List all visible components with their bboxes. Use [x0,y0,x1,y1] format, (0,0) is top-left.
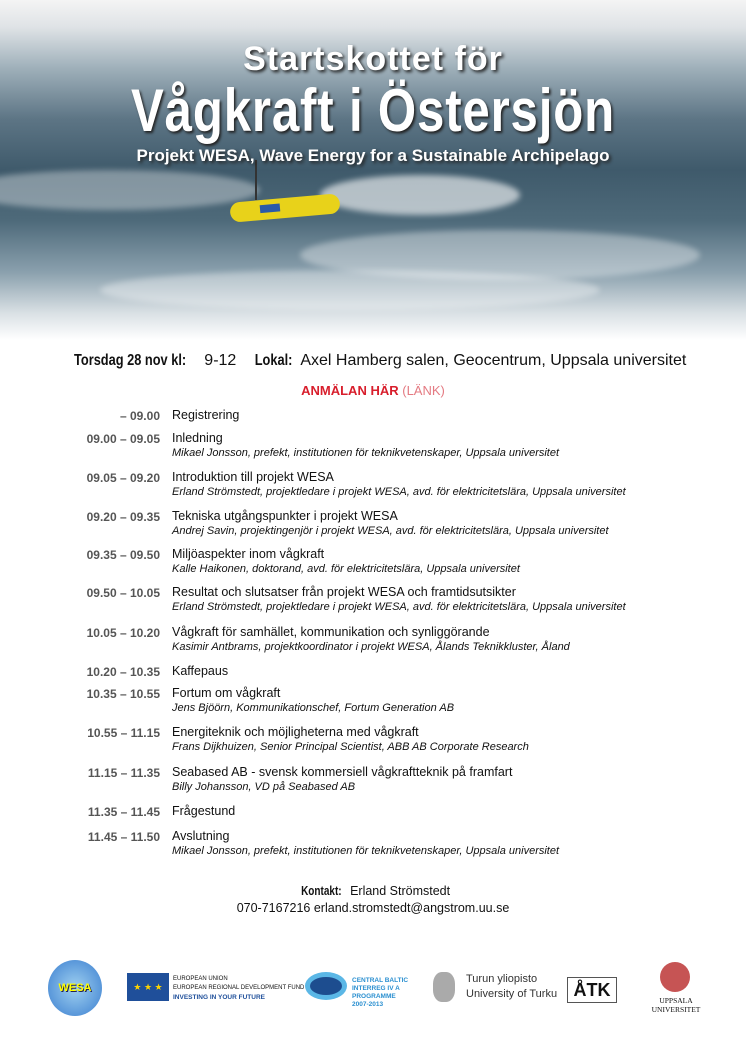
central-baltic-text: CENTRAL BALTIC INTERREG IV A PROGRAMME 2007-2013 [352,977,409,1008]
eu-flag-icon: ★ ★ ★ [127,973,169,1001]
schedule-time: 10.05 – 10.20 [86,626,160,640]
date-label: Torsdag 28 nov kl: [73,352,186,369]
register-link[interactable] [0,383,746,398]
buoy-mast [255,160,257,200]
uppsala-text: UPPSALA UNIVERSITET [651,996,701,1014]
schedule-time: 09.20 – 09.35 [86,510,160,524]
schedule-title: Frågestund [172,804,236,818]
schedule-title: Introduktion till projekt WESA [172,470,334,484]
title-line-2: Vågkraft i Östersjön [131,77,615,144]
register-link-text[interactable]: (LÄNK) [402,383,445,398]
schedule-speaker: Erland Strömstedt, projektledare i projekt WESA, avd. för elektricitetslära, Uppsala universitet [172,486,626,498]
turku-text: Turun yliopisto University of Turku [466,973,558,1000]
schedule-title: Registrering [172,408,240,422]
contact-label: Kontakt: [300,884,342,898]
atk-logo: ÅTK [567,977,617,1003]
schedule-time: 11.15 – 11.35 [87,766,160,780]
contact-phone-email[interactable]: 070-7167216 erland.stromstedt@angstrom.uu.se [236,901,510,915]
place-label: Lokal: [254,352,293,369]
hero-image [0,0,746,340]
schedule-time: 11.45 – 11.50 [87,830,160,844]
eu-logo-text: EUROPEAN UNION EUROPEAN REGIONAL DEVELOPMENT FUND INVESTING IN YOUR FUTURE [173,976,305,1001]
contact-name: Erland Strömstedt [350,884,451,898]
event-info [0,352,746,370]
schedule-speaker: Erland Strömstedt, projektledare i projekt WESA, avd. för elektricitetslära, Uppsala universitet [172,601,626,613]
central-baltic-icon [305,972,347,1000]
schedule-speaker: Frans Dijkhuizen, Senior Principal Scientist, ABB AB Corporate Research [172,741,529,753]
time: 9-12 [204,352,237,369]
schedule-speaker: Billy Johansson, VD på Seabased AB [172,781,356,793]
schedule-title: Vågkraft för samhället, kommunikation och synliggörande [172,625,490,639]
schedule-time: 09.00 – 09.05 [86,432,160,446]
schedule-time: 11.35 – 11.45 [87,805,160,819]
subtitle: Projekt WESA, Wave Energy for a Sustainable Archipelago [136,146,610,165]
schedule-speaker: Mikael Jonsson, prefekt, institutionen för teknikvetenskaper, Uppsala universitet [172,447,560,459]
uppsala-seal-icon [660,962,690,992]
place: Axel Hamberg salen, Geocentrum, Uppsala universitet [300,352,687,369]
schedule-speaker: Andrej Savin, projektingenjör i projekt WESA, avd. för elektricitetslära, Uppsala universitet [172,525,609,537]
schedule-title: Avslutning [172,829,230,843]
schedule-title: Fortum om vågkraft [172,686,281,700]
register-label[interactable]: ANMÄLAN HÄR [301,383,399,398]
schedule-title: Kaffepaus [172,664,229,678]
schedule-title: Energiteknik och möjligheterna med vågkraft [172,725,419,739]
schedule-time: 10.20 – 10.35 [86,665,160,679]
schedule-time: 10.35 – 10.55 [86,687,160,701]
schedule-title: Resultat och slutsatser från projekt WESA och framtidsutsikter [172,585,516,599]
turku-icon [433,972,455,1002]
schedule-title: Seabased AB - svensk kommersiell vågkraftteknik på framfart [172,765,513,779]
schedule-speaker: Mikael Jonsson, prefekt, institutionen för teknikvetenskaper, Uppsala universitet [172,845,560,857]
schedule-title: Tekniska utgångspunkter i projekt WESA [172,509,398,523]
schedule-title: Inledning [172,431,223,445]
title-line-1: Startskottet för [243,40,503,78]
contact [0,883,746,917]
schedule-speaker: Jens Bjöörn, Kommunikationschef, Fortum Generation AB [172,702,455,714]
schedule-speaker: Kasimir Antbrams, projektkoordinator i projekt WESA, Ålands Teknikkluster, Åland [172,641,570,653]
schedule-title: Miljöaspekter inom vågkraft [172,547,325,561]
schedule-time: – 09.00 [119,409,160,423]
schedule-time: 09.35 – 09.50 [86,548,160,562]
schedule-time: 10.55 – 11.15 [87,726,160,740]
schedule-time: 09.50 – 10.05 [86,586,160,600]
logos [0,960,746,1020]
schedule-time: 09.05 – 09.20 [86,471,160,485]
wesa-logo: WESA [48,960,102,1016]
schedule-speaker: Kalle Haikonen, doktorand, avd. för elektricitetslära, Uppsala universitet [172,563,520,575]
